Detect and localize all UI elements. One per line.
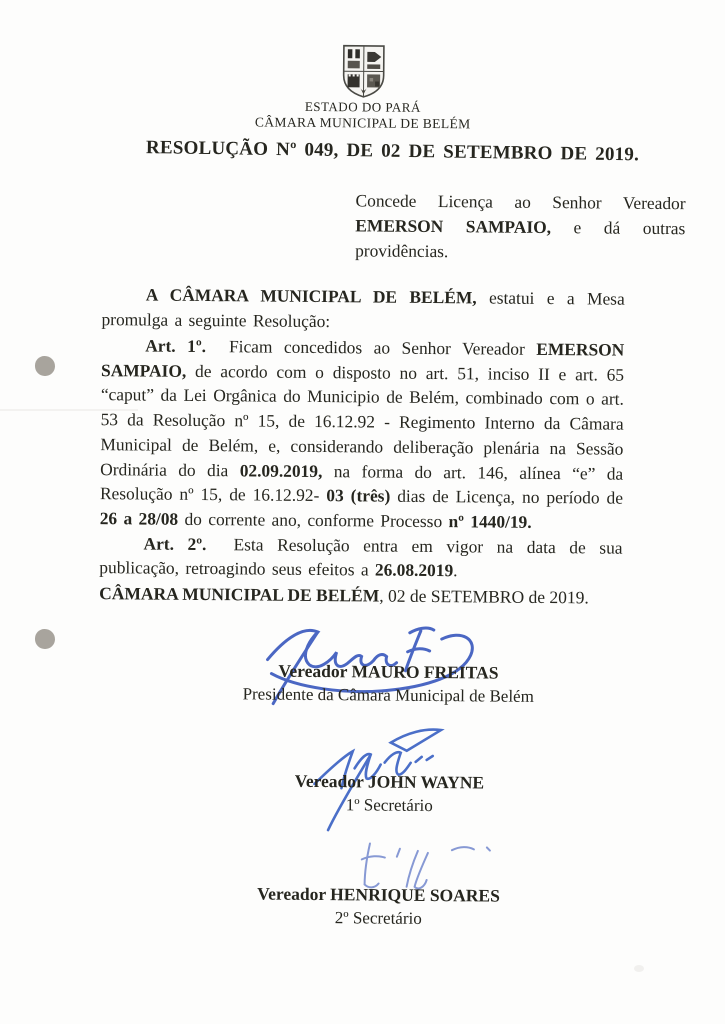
resolution-body: [99, 333, 624, 585]
signer-name: Vereador MAURO FREITAS: [278, 660, 499, 683]
signature-block-second-secretary: [103, 881, 653, 932]
resolution-title: RESOLUÇÃO Nº 049, DE 02 DE SETEMBRO DE 2019.: [145, 137, 640, 166]
signature-block-president: [113, 658, 663, 709]
coat-of-arms-icon: [340, 44, 386, 98]
institution-name: CÂMARA MUNICIPAL DE BELÉM: [254, 114, 471, 132]
signature-block-first-secretary: [114, 768, 664, 819]
article-2-paragraph: Art. 2º. Esta Resolução entra em vigor na data de sua publicação, retroagindo seus efeitos a 26.08.2019.: [99, 533, 623, 581]
signer-role: 2º Secretário: [334, 908, 422, 928]
signer-role: Presidente da Câmara Municipal de Belém: [242, 684, 534, 706]
letterhead: [0, 41, 725, 134]
state-name: ESTADO DO PARÁ: [304, 98, 421, 115]
signer-role: 1º Secretário: [345, 795, 433, 816]
signer-name: Vereador HENRIQUE SOARES: [257, 883, 500, 906]
dateline: CÂMARA MUNICIPAL DE BELÉM, 02 de SETEMBRO de 2019.: [99, 583, 589, 608]
summary-paragraph: Concede Licença ao Senhor Vereador EMERSON SAMPAIO, e dá outras providências.: [355, 190, 686, 262]
article-1-paragraph: Art. 1º. Ficam concedidos ao Senhor Vereador EMERSON SAMPAIO, de acordo com o disposto no art. 51, inciso II e art. 65 “caput” da Lei Orgânica do Municipio de Belém, combinado com o art. 53 da Resolução nº 15, de 16.12.92 - Regimento Interno da Câmara Municipal de Belém, e, considerando deliberação plenária na Sessão Ordinária do dia 02.09.2019, na forma do art. 146, alínea “e” da Resolução nº 15, de 16.12.92- 03 (três) dias de Licença, no período de 26 a 28/08 do corrente ano, conforme Processo nº 1440/19.: [99, 335, 625, 532]
signer-name: Vereador JOHN WAYNE: [294, 770, 485, 793]
preamble-paragraph: A CÂMARA MUNICIPAL DE BELÉM, estatui e a Mesa promulga a seguinte Resolução:: [101, 284, 625, 331]
